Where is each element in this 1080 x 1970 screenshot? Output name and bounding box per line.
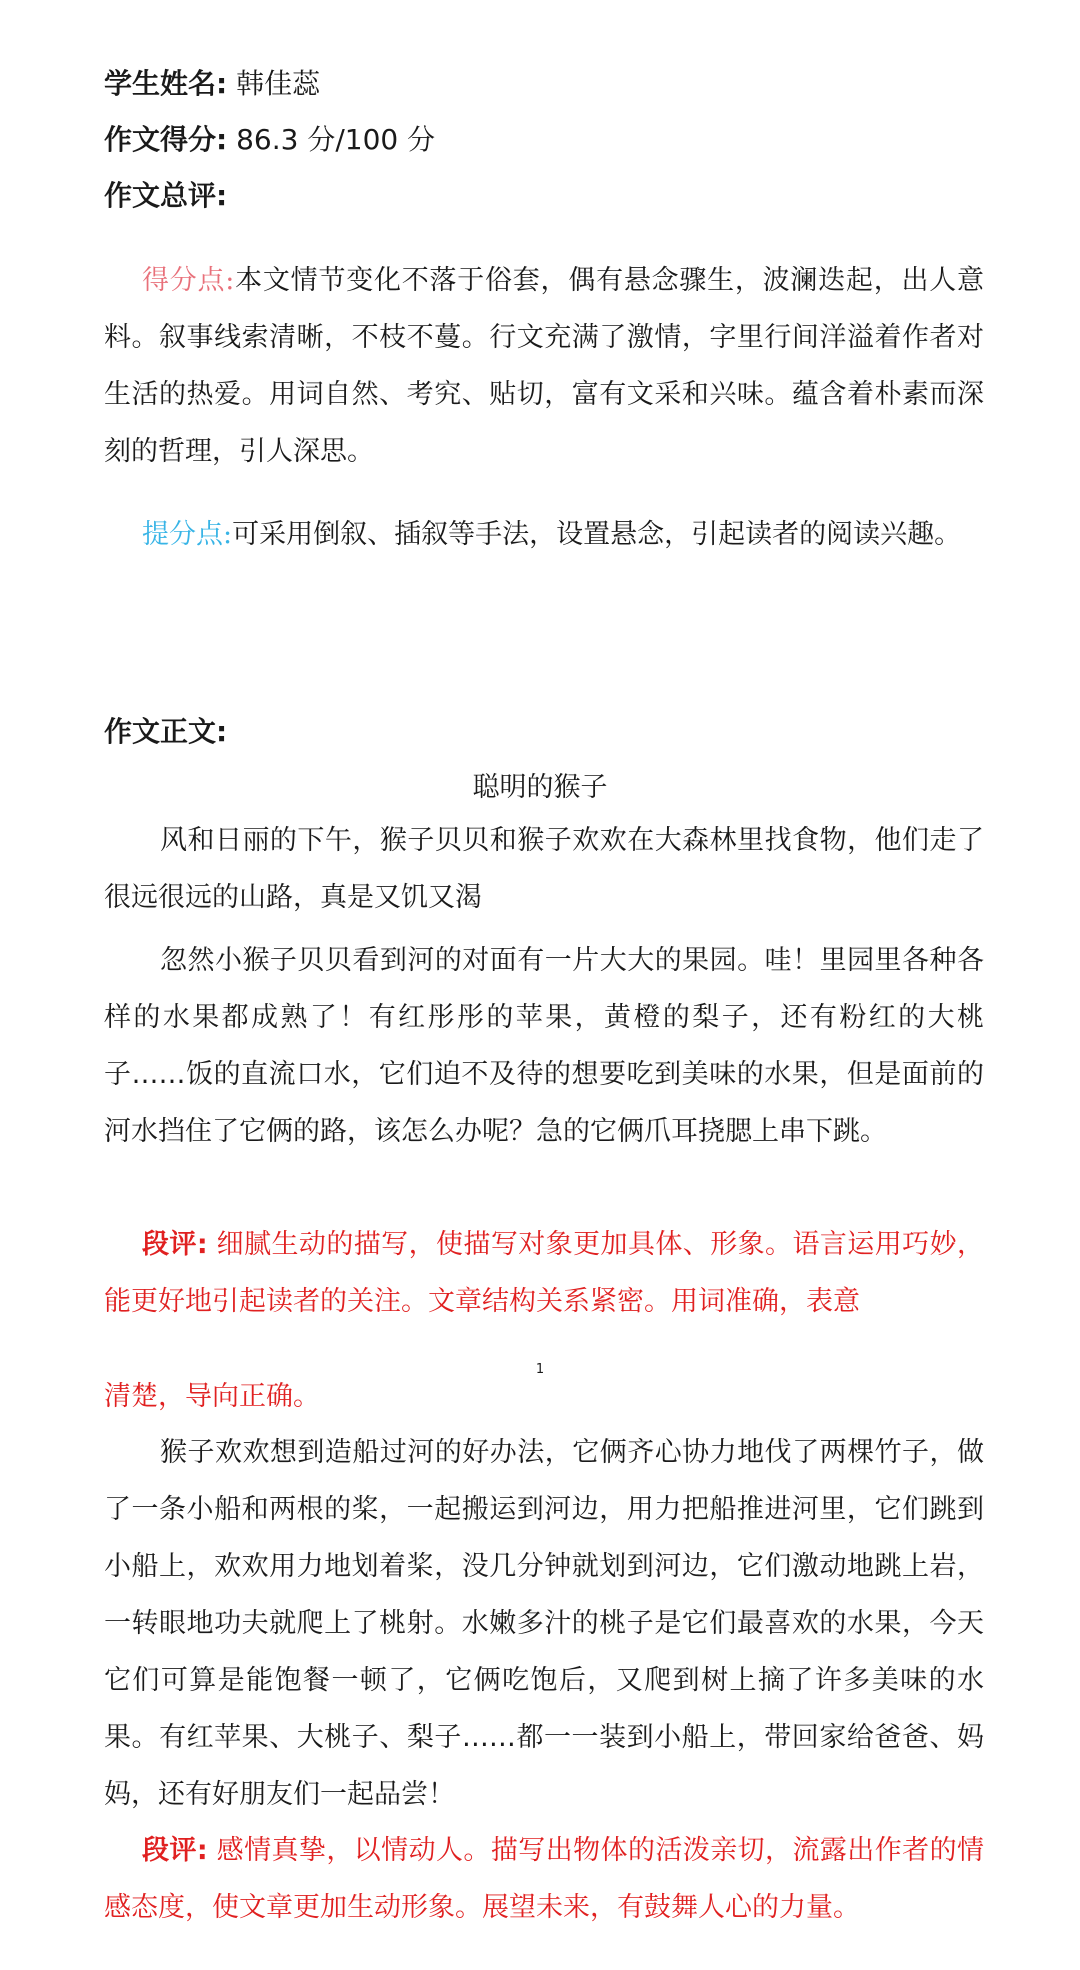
summary-label: 作文总评: xyxy=(104,179,228,212)
improvement-text: 可采用倒叙、插叙等手法，设置悬念，引起读者的阅读兴趣。 xyxy=(232,519,962,550)
scoring-points-text: 本文情节变化不落于俗套，偶有悬念骤生，波澜迭起，出人意料。叙事线索清晰，不枝不蔓。行文充满了激情，字里行间洋溢着作者对生活的热爱。用词自然、考究、贴切，富有文采和兴味。蕴含着朴素而深刻的哲理，引人深思。 xyxy=(104,265,984,467)
scoring-points-paragraph xyxy=(104,252,984,480)
scoring-points-label: 得分点: xyxy=(142,265,235,296)
essay-body-label: 作文正文: xyxy=(104,715,228,748)
summary-heading xyxy=(104,176,227,216)
improvement-paragraph xyxy=(104,506,984,563)
essay-score-label: 作文得分: xyxy=(104,123,228,156)
essay-paragraph-3: 猴子欢欢想到造船过河的好办法，它俩齐心协力地伐了两棵竹子，做了一条小船和两根的桨，一起搬运到河边，用力把船推进河里，它们跳到小船上，欢欢用力地划着桨，没几分钟就划到河边，它们激动地跳上岩，一转眼地功夫就爬上了桃射。水嫩多汁的桃子是它们最喜欢的水果，今天它们可算是能饱餐一顿了，它俩吃饱后，又爬到树上摘了许多美味的水果。有红苹果、大桃子、梨子……都一一装到小船上，带回家给爸爸、妈妈，还有好朋友们一起品尝！ xyxy=(104,1437,984,1810)
paragraph-review-1-continued: 清楚，导向正确。 xyxy=(104,1381,320,1412)
paragraph-review-1-label: 段评: xyxy=(142,1229,208,1260)
student-name-value: 韩佳蕊 xyxy=(236,67,321,100)
paragraph-review-2-label: 段评: xyxy=(142,1835,208,1866)
paragraph-review-1-text: 细腻生动的描写，使描写对象更加具体、形象。语言运用巧妙，能更好地引起读者的关注。文章结构关系紧密。用词准确，表意 xyxy=(104,1229,984,1317)
student-name-label: 学生姓名: xyxy=(104,67,228,100)
essay-score-line xyxy=(104,120,435,160)
paragraph-review-2 xyxy=(104,1822,984,1936)
page-number: 1 xyxy=(535,1362,545,1377)
essay-paragraph-1: 风和日丽的下午，猴子贝贝和猴子欢欢在大森林里找食物，他们走了很远很远的山路，真是又饥又渴 xyxy=(104,825,984,913)
paragraph-review-1 xyxy=(104,1216,984,1330)
essay-score-value: 86.3 分/100 分 xyxy=(236,123,436,156)
essay-paragraph-2: 忽然小猴子贝贝看到河的对面有一片大大的果园。哇！里园里各种各样的水果都成熟了！有红彤彤的苹果，黄橙的梨子，还有粉红的大桃子……饭的直流口水，它们迫不及待的想要吃到美味的水果，但是面前的河水挡住了它俩的路，该怎么办呢？急的它俩爪耳挠腮上串下跳。 xyxy=(104,945,984,1147)
essay-title: 聪明的猴子 xyxy=(472,772,608,803)
essay-body-heading xyxy=(104,712,227,752)
student-name-line xyxy=(104,64,320,104)
improvement-label: 提分点: xyxy=(142,519,233,550)
paragraph-review-2-text: 感情真挚，以情动人。描写出物体的活泼亲切，流露出作者的情感态度，使文章更加生动形象。展望未来，有鼓舞人心的力量。 xyxy=(104,1835,984,1923)
